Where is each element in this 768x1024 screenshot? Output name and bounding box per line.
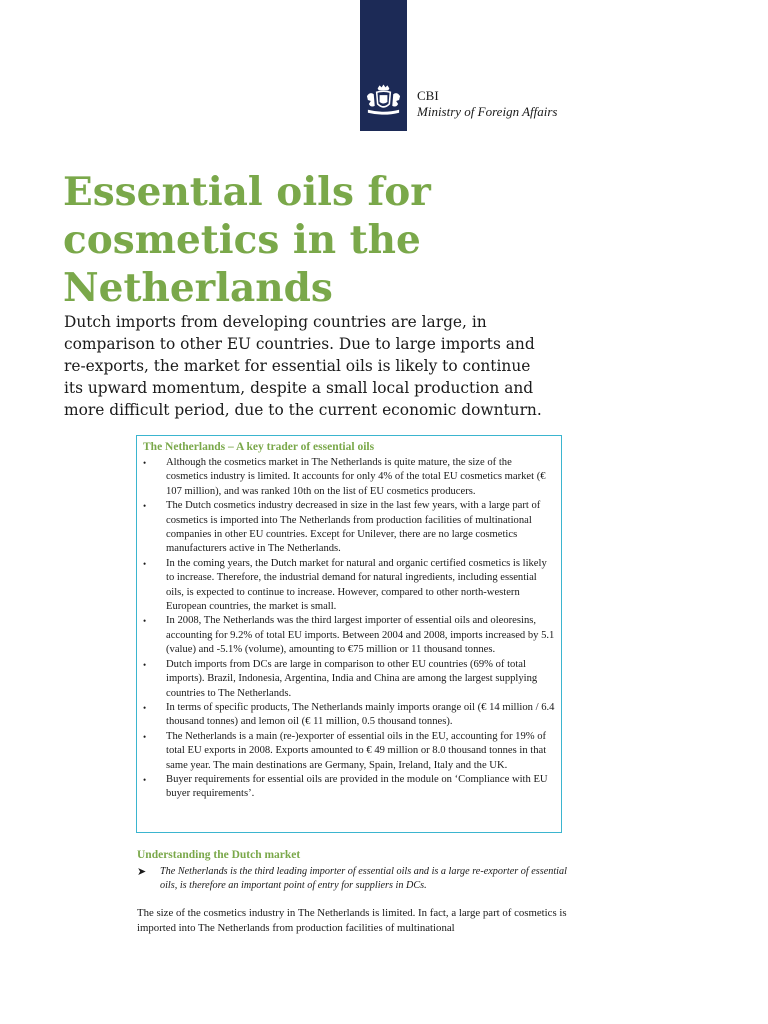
list-item bbox=[143, 658, 555, 701]
list-item-text: Buyer requirements for essential oils are provided in the module on ‘Compliance with EU buyer requirements’. bbox=[166, 773, 548, 800]
list-item bbox=[143, 614, 555, 657]
list-item-text: In terms of specific products, The Netherlands mainly imports orange oil (€ 14 million / 6.4 thousand tonnes) and lemon oil (€ 11 million, 0.5 thousand tonnes). bbox=[166, 701, 555, 728]
bullet-icon: • bbox=[143, 458, 147, 468]
bullet-icon: • bbox=[143, 774, 147, 785]
bullet-icon: • bbox=[143, 558, 147, 569]
body-paragraph: The size of the cosmetics industry in The Netherlands is limited. In fact, a large part of cosmetics is imported into The Netherlands from production facilities of multinational bbox=[137, 907, 567, 934]
header-banner bbox=[360, 0, 407, 131]
list-item-text: In the coming years, the Dutch market for natural and organic certified cosmetics is likely to increase. Therefore, the industrial demand for natural ingredients, including essential oils, is expected to continue to increase. However, compared to other north-western European countries, the market is small. bbox=[166, 557, 547, 613]
summary-text: The Netherlands is the third leading importer of essential oils and is a large re-exporter of essential oils, is therefore an important point of entry for suppliers in DCs. bbox=[160, 866, 567, 891]
list-item-text: In 2008, The Netherlands was the third largest importer of essential oils and oleoresins, accounting for 9.2% of total EU imports. Between 2004 and 2008, imports increased by 5.1 (value) and -5.1% (volume), amounting to €75 million or 11 thousand tonnes. bbox=[166, 615, 555, 656]
royal-crest-icon bbox=[364, 84, 403, 120]
organization-label bbox=[417, 88, 557, 120]
list-item-text: The Dutch cosmetics industry decreased in size in the last few years, with a large part of cosmetics is imported into The Netherlands from production facilities of multinational companies in other EU countries. Except for Unilever, there are no large cosmetics manufacturers active in The Netherlands. bbox=[166, 500, 541, 555]
lead-paragraph: Dutch imports from developing countries are large, in comparison to other EU countries. Due to large imports and re-exports, the market for essential oils is likely to continue its upward momentum, despite a small local production and more difficult period, due to the current economic downturn. bbox=[64, 313, 542, 419]
key-facts-box bbox=[136, 435, 562, 833]
list-item bbox=[143, 730, 555, 773]
list-item bbox=[143, 701, 555, 730]
list-item-text: Dutch imports from DCs are large in comparison to other EU countries (69% of total imports). Brazil, Indonesia, Argentina, India and China are among the largest supplying countries to The Netherlands. bbox=[166, 658, 538, 699]
arrow-bullet-icon: ➤ bbox=[137, 866, 147, 878]
key-facts-title: The Netherlands – A key trader of essential oils bbox=[143, 441, 375, 453]
list-item bbox=[143, 557, 555, 615]
bullet-icon: • bbox=[143, 702, 147, 713]
bullet-icon: • bbox=[143, 501, 147, 512]
section-summary bbox=[137, 865, 567, 893]
bullet-icon: • bbox=[143, 659, 147, 670]
ministry-name: Ministry of Foreign Affairs bbox=[417, 104, 558, 119]
list-item bbox=[143, 773, 555, 802]
bullet-icon: • bbox=[143, 616, 147, 627]
list-item bbox=[143, 499, 555, 557]
list-item-text: Although the cosmetics market in The Netherlands is quite mature, the size of the cosmetics industry is limited. It accounts for only 4% of the total EU cosmetics market (€ 107 million), and was ranked 10th on the list of EU cosmetics producers. bbox=[166, 457, 546, 497]
page-title: Essential oils for cosmetics in the Netherlands bbox=[63, 169, 431, 311]
key-facts-list bbox=[143, 456, 555, 802]
org-name: CBI bbox=[417, 88, 439, 103]
bullet-icon: • bbox=[143, 731, 147, 742]
section-heading: Understanding the Dutch market bbox=[137, 849, 301, 861]
list-item-text: The Netherlands is a main (re-)exporter of essential oils in the EU, accounting for 19% of total EU exports in 2008. Exports amounted to € 49 million or 8.0 thousand tonnes in that same year. The main destinations are Germany, Spain, Ireland, Italy and the UK. bbox=[166, 730, 547, 771]
list-item bbox=[143, 456, 555, 499]
